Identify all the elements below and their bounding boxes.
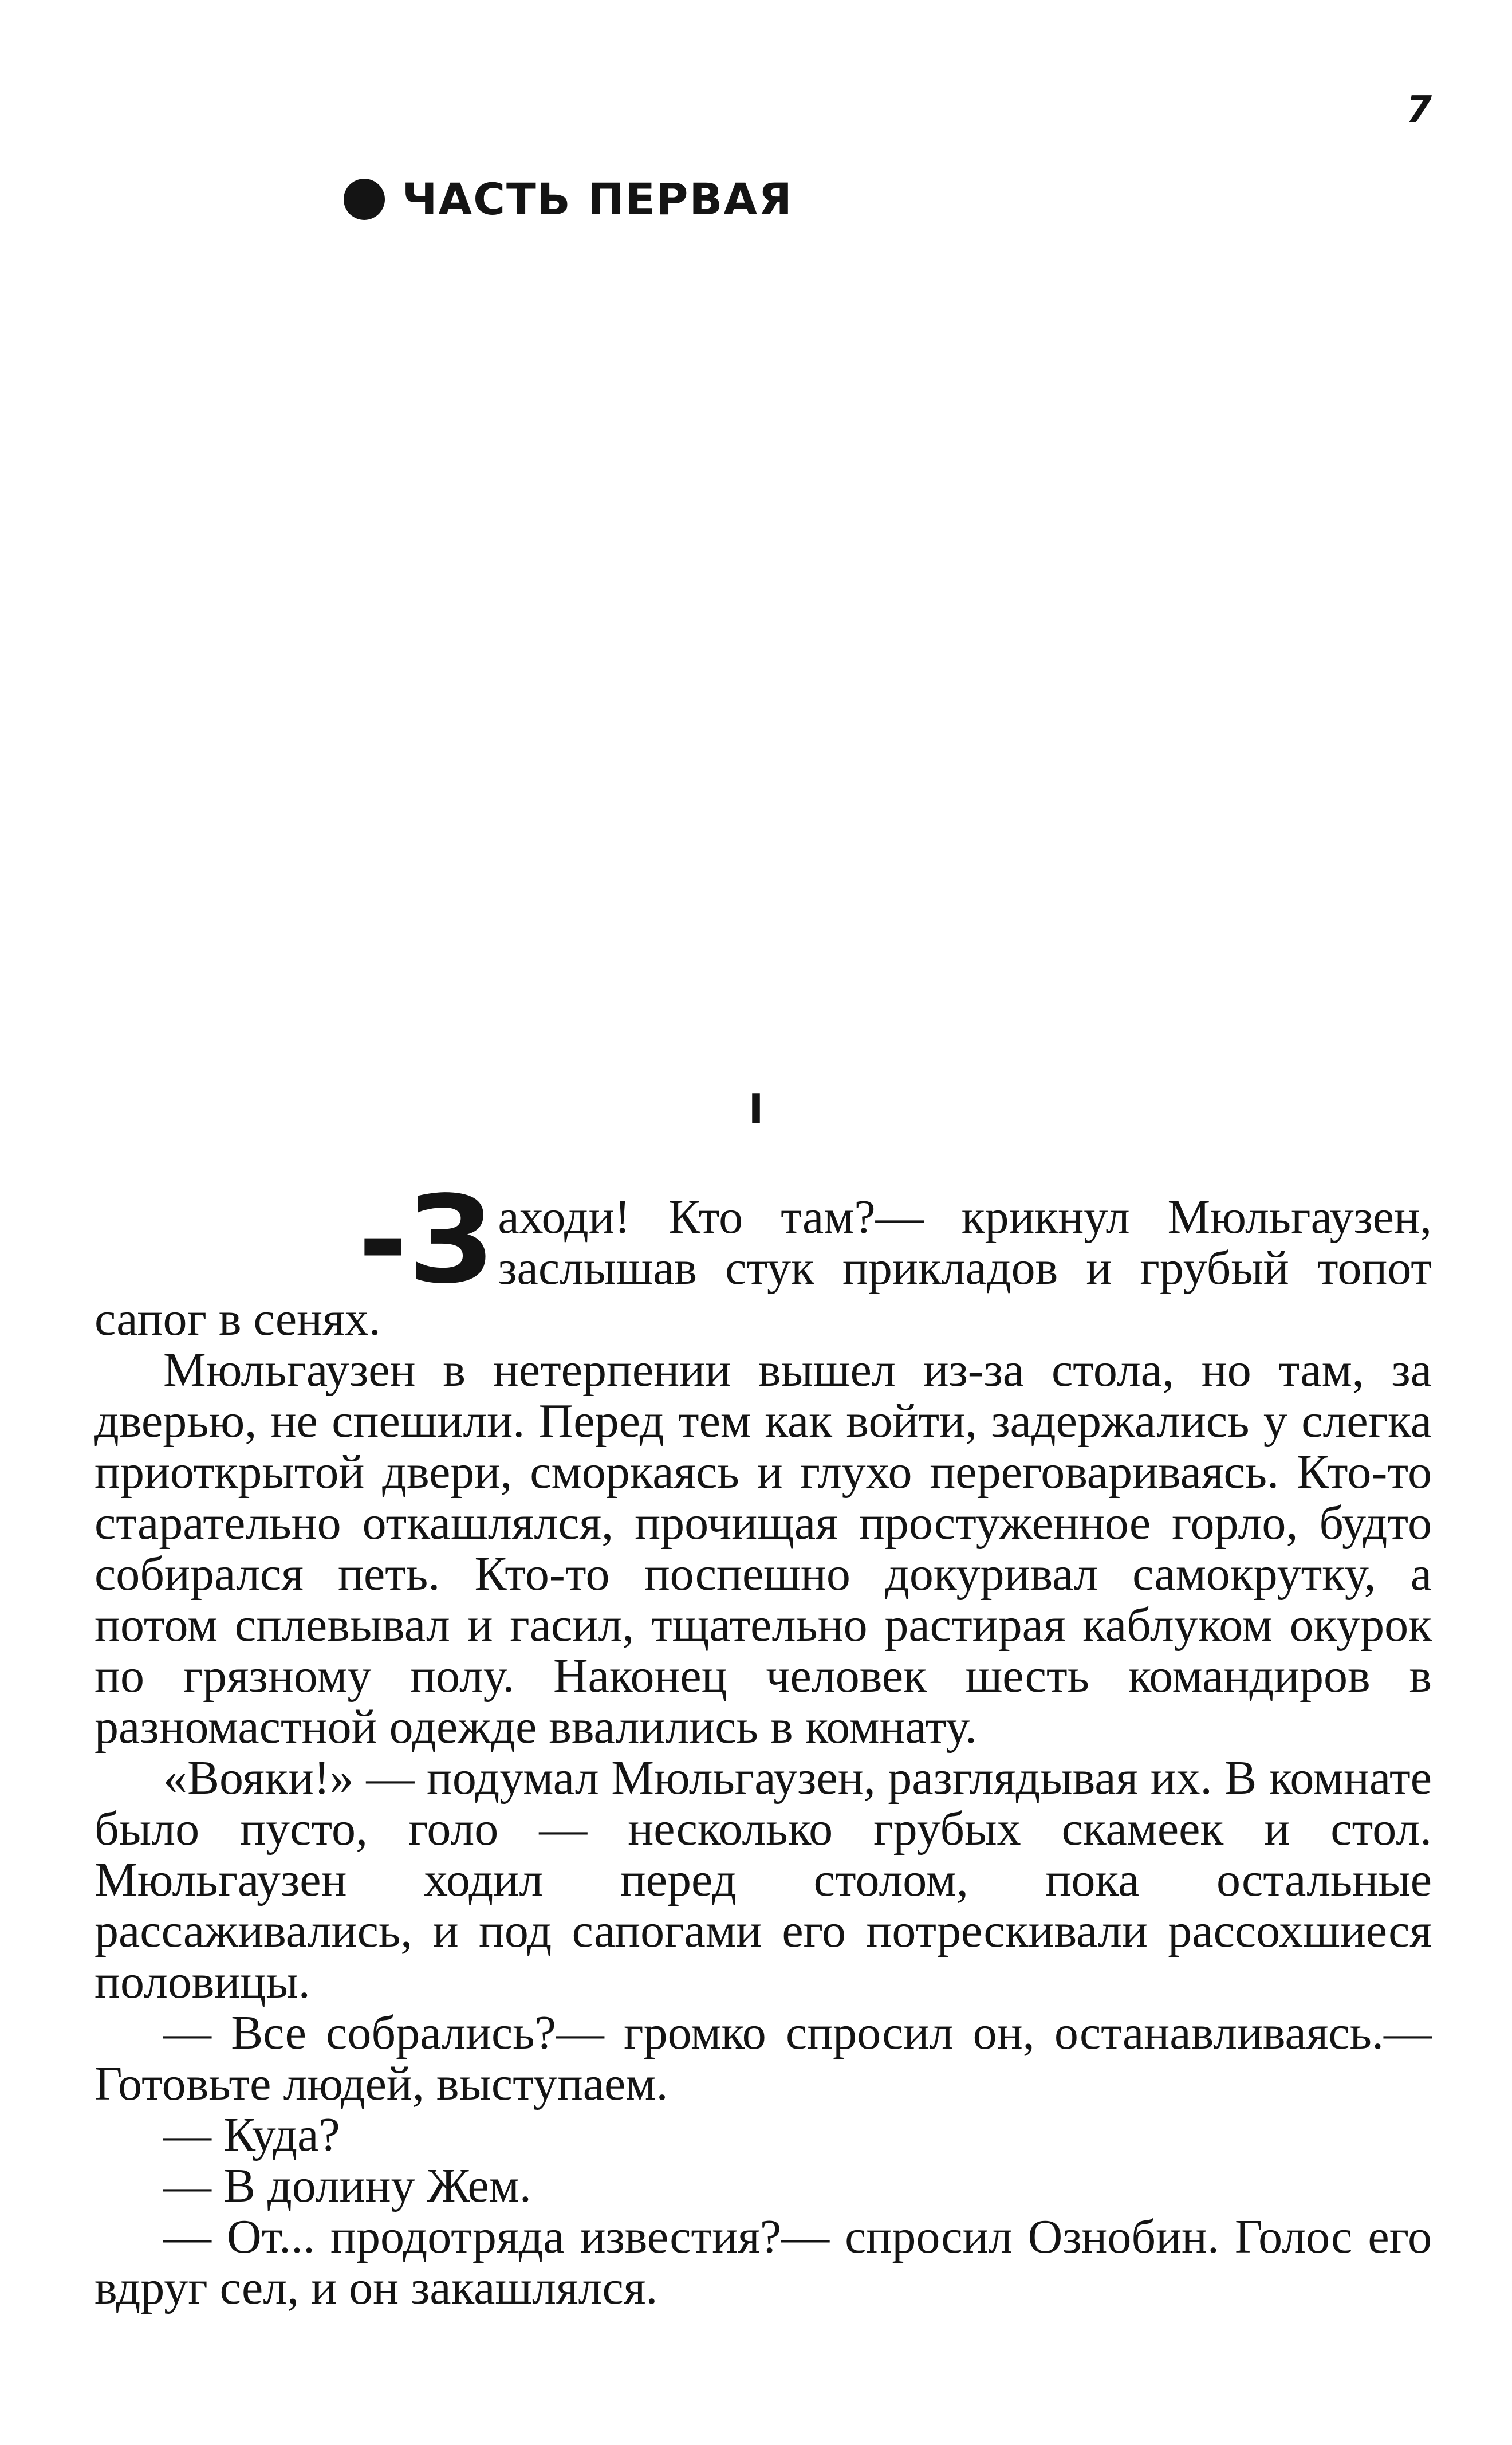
body-text <box>94 1170 1432 2314</box>
chapter-number: I <box>748 1085 764 1133</box>
page-number: 7 <box>1406 89 1432 131</box>
paragraph: — Куда? <box>163 2108 340 2161</box>
paragraph: — Все собрались?— громко спросил он, останавливаясь.— Готовьте людей, выступаем. <box>94 2006 1432 2110</box>
paragraph: — От... продотряда известия?— спросил Ознобин. Голос его вдруг сел, и он закашлялся. <box>94 2210 1432 2314</box>
drop-cap: -З <box>358 1170 494 1310</box>
paragraph-text: аходи! Кто там?— крикнул Мюльгаузен, заслышав стук прикладов и грубый топот сапог в сенях. <box>94 1190 1432 1346</box>
paragraph: Мюльгаузен в нетерпении вышел из-за стола, но там, за дверью, не спешили. Перед тем как войти, задержались у слегка приоткрытой двери, сморкаясь и глухо переговариваясь. Кто-то старательно откашлялся, прочищая простуженное горло, будто собирался петь. Кто-то поспешно докуривал самокрутку, а потом сплевывал и гасил, тщательно растирая каблуком окурок по грязному полу. Наконец человек шесть командиров в разномастной одежде ввалились в комнату. <box>94 1343 1432 1754</box>
bullet-icon <box>344 179 385 220</box>
part-header <box>344 174 793 225</box>
paragraph <box>94 1170 1432 1346</box>
part-title: ЧАСТЬ ПЕРВАЯ <box>402 174 793 225</box>
paragraph: — В долину Жем. <box>163 2159 531 2212</box>
paragraph: «Вояки!» — подумал Мюльгаузен, разглядывая их. В комнате было пусто, голо — несколько грубых скамеек и стол. Мюльгаузен ходил перед столом, пока остальные рассаживались, и под сапогами его потрескивали рассохшиеся половицы. <box>94 1751 1432 2008</box>
